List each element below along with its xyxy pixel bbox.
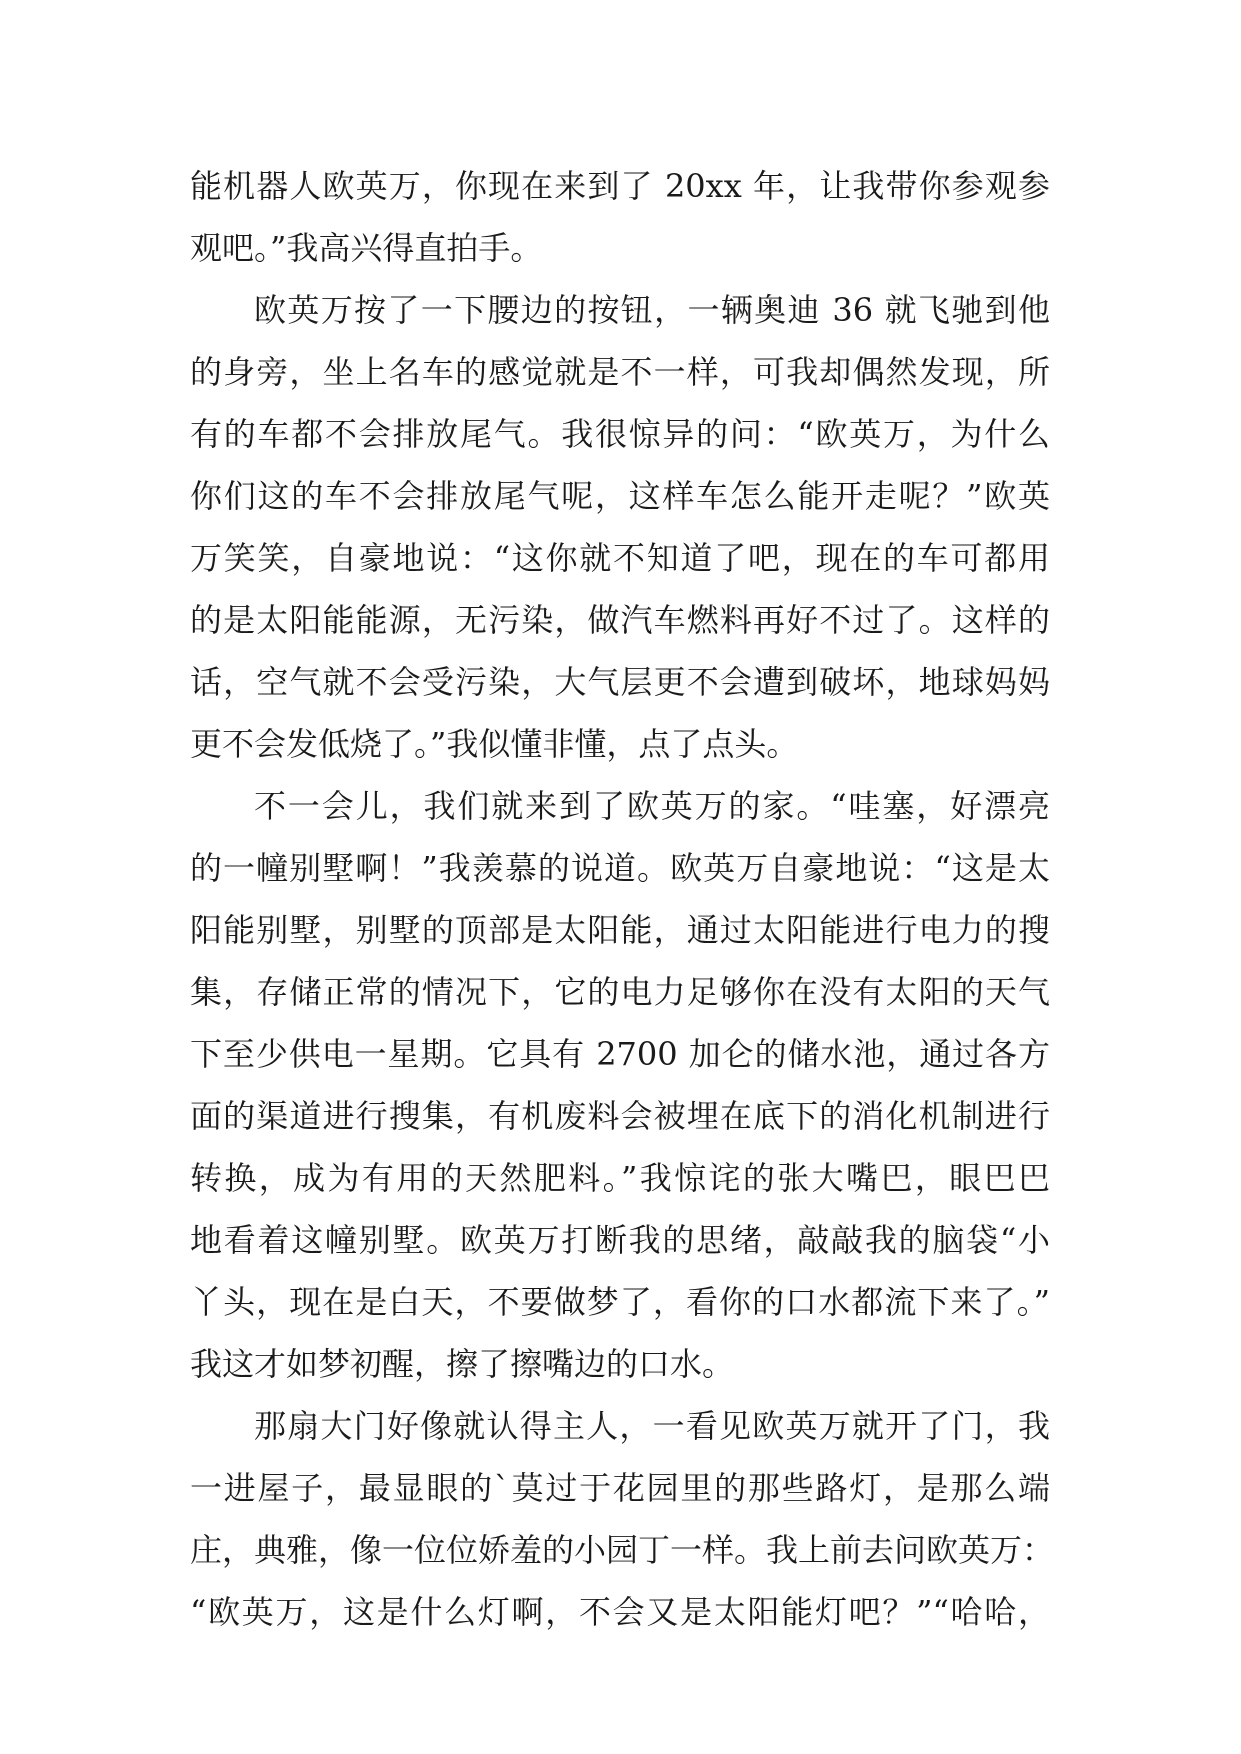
text-line: 的是太阳能能源，无污染，做汽车燃料再好不过了。这样的 [190,601,1050,639]
text-line: “欧英万，这是什么灯啊，不会又是太阳能灯吧？”“哈哈， [190,1593,1050,1631]
text-line: 的一幢别墅啊！”我羡慕的说道。欧英万自豪地说：“这是太 [190,849,1050,887]
text-line: 集，存储正常的情况下，它的电力足够你在没有太阳的天气 [190,973,1050,1011]
text-line: 的身旁，坐上名车的感觉就是不一样，可我却偶然发现，所 [190,353,1050,391]
text-line: 不一会儿，我们就来到了欧英万的家。“哇塞，好漂亮 [254,787,1050,825]
text-line: 更不会发低烧了。”我似懂非懂，点了点头。 [190,725,799,763]
text-line: 能机器人欧英万，你现在来到了 20xx 年，让我带你参观参 [190,167,1050,205]
text-line: 一进屋子，最显眼的`莫过于花园里的那些路灯，是那么端 [190,1469,1050,1507]
text-line: 你们这的车不会排放尾气呢，这样车怎么能开走呢？”欧英 [190,477,1050,515]
text-line: 面的渠道进行搜集，有机废料会被埋在底下的消化机制进行 [190,1097,1050,1135]
text-line: 欧英万按了一下腰边的按钮，一辆奥迪 36 就飞驰到他 [254,291,1050,329]
body-text [190,155,1055,1643]
text-line: 庄，典雅，像一位位娇羞的小园丁一样。我上前去问欧英万： [190,1531,1055,1569]
text-line: 下至少供电一星期。它具有 2700 加仑的储水池，通过各方 [190,1035,1050,1073]
text-line: 有的车都不会排放尾气。我很惊异的问：“欧英万，为什么 [190,415,1050,453]
text-line: 转换，成为有用的天然肥料。”我惊诧的张大嘴巴，眼巴巴 [190,1159,1050,1197]
text-line: 话，空气就不会受污染，大气层更不会遭到破坏，地球妈妈 [190,663,1050,701]
text-line: 阳能别墅，别墅的顶部是太阳能，通过太阳能进行电力的搜 [190,911,1050,949]
text-line: 观吧。”我高兴得直拍手。 [190,229,543,267]
text-line: 地看着这幢别墅。欧英万打断我的思绪，敲敲我的脑袋“小 [190,1221,1050,1259]
text-line: 我这才如梦初醒，擦了擦嘴边的口水。 [190,1345,735,1383]
text-line: 那扇大门好像就认得主人，一看见欧英万就开了门，我 [254,1407,1050,1445]
text-line: 万笑笑，自豪地说：“这你就不知道了吧，现在的车可都用 [190,539,1050,577]
text-line: 丫头，现在是白天，不要做梦了，看你的口水都流下来了。” [190,1283,1050,1321]
